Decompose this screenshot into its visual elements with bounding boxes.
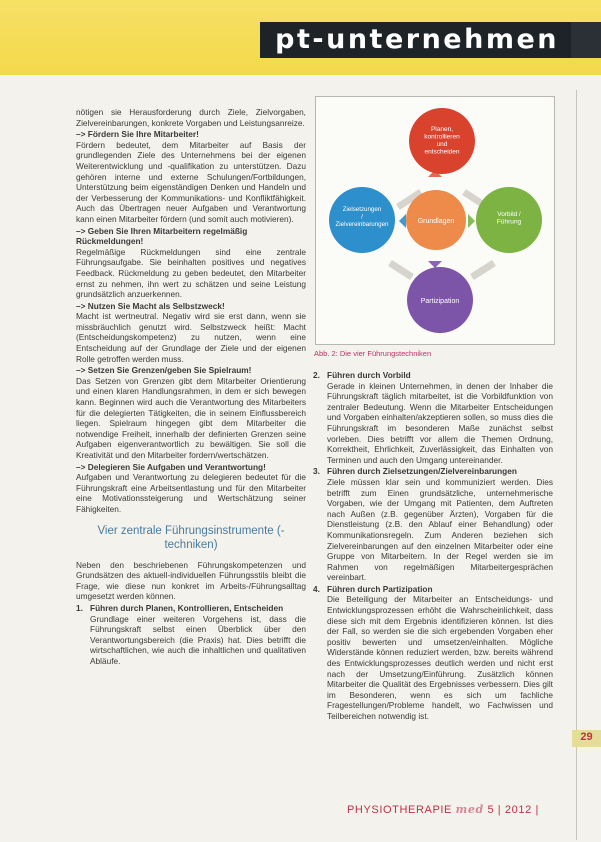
banner-accent — [571, 22, 601, 58]
section-title: Vier zentrale Führungsinstrumente (-techniken) — [97, 524, 285, 551]
item-number: 4. — [313, 583, 320, 594]
principle-heading: –> Fördern Sie Ihre Mitarbeiter! — [76, 129, 199, 140]
principle-body: Aufgaben und Verantwortung zu delegieren bedeutet für die Führungskraft eine Arbeitsentlastung und für den Mitarbeiter eine Motivationssteigerung und Wertschätzung seiner Fähigkeiten. — [76, 472, 306, 514]
node-left-label: Zielsetzungen / Zielvereinbarungen — [335, 206, 389, 228]
principle-item — [76, 301, 306, 365]
principle-item — [76, 226, 306, 300]
node-center-label: Grundlagen — [417, 218, 455, 225]
spoke-left-arrow — [399, 214, 406, 228]
item-number: 3. — [313, 466, 320, 477]
figure-box — [315, 96, 555, 345]
principle-heading: –> Setzen Sie Grenzen/geben Sie Spielraum! — [76, 365, 252, 376]
section-intro: Neben den beschriebenen Führungskompetenzen und Grundsätzen des aktuell-individuellen Führungsstils bleibt die Frage, wie diese nun konkret im Arbeits-/Führungsalltag umgesetzt werden können. — [76, 559, 306, 602]
page-number: 29 — [580, 731, 593, 743]
numbered-item — [313, 584, 553, 722]
principle-item — [76, 129, 306, 224]
principle-heading: –> Nutzen Sie Macht als Selbstzweck! — [76, 300, 225, 311]
spoke-right-arrow — [468, 214, 475, 228]
item-title: Führen durch Planen, Kontrollieren, Entscheiden — [90, 602, 284, 613]
node-top-label: Planen, kontrollieren und entscheiden — [424, 126, 460, 156]
principle-body: Regelmäßige Rückmeldungen sind eine zentrale Führungsaufgabe. Sie beinhalten positives und negatives Feedback. Rückmeldung zu geben bedeutet, den Mitarbeiter ernst zu nehmen, ihn wert zu schätzen und seine Leistung grundsätzlich anzuerkennen. — [76, 246, 306, 300]
arrow-bottom-left — [390, 263, 412, 277]
node-bottom-label: Partizipation — [420, 298, 460, 305]
figure-caption: Abb. 2: Die vier Führungstechniken — [314, 349, 432, 358]
spoke-bottom-arrow — [428, 261, 442, 268]
footer — [347, 803, 539, 816]
item-number: 2. — [313, 370, 320, 380]
principle-body: Macht ist wertneutral. Negativ wird sie erst dann, wenn sie missbräuchlich genutzt wird. Selbstzweck heißt: Macht (Entscheidungskompetenz) zu nutzen, wenn eine Entscheidung auf der Grundlage der Ziele und der eigenen Rolle getroffen werden muss. — [76, 311, 306, 364]
item-title: Führen durch Partizipation — [327, 583, 433, 594]
right-column — [313, 370, 553, 723]
item-title: Führen durch Zielsetzungen/Zielvereinbarungen — [327, 466, 517, 477]
numbered-item — [313, 466, 553, 583]
principle-item — [76, 365, 306, 460]
principle-heading: –> Geben Sie Ihren Mitarbeitern regelmäßig Rückmeldungen! — [76, 225, 248, 247]
left-column — [76, 107, 306, 668]
numbered-item — [313, 370, 553, 465]
item-body: Gerade in kleinen Unternehmen, in denen der Inhaber die Führungskraft täglich mitarbeitet, ist die Vorbildfunktion von zentraler Bedeutung. Wenn die Mitarbeiter Entscheidungen und Vorgaben einhalten/akzeptieren sollen, so muss dies die Führungskraft im besonderen Maße zunächst selbst vorleben. Dies betrifft vor allem die Themen Ordnung, Korrektheit, Ehrlichkeit, Zuverlässigkeit, das Einhalten von Terminen und auch den Umgang untereinander. — [327, 380, 553, 465]
principle-item — [76, 462, 306, 515]
principle-heading: –> Delegieren Sie Aufgaben und Verantwortung! — [76, 461, 266, 472]
header-title: pt-unternehmen — [275, 24, 559, 55]
principle-body: Das Setzen von Grenzen gibt dem Mitarbeiter Orientierung und einen klaren Handlungsrahmen, in dem er sich bewegen kann. Beginnen wird auch die Verantwortung des Mitarbeiters für die delegierten Tätigkeiten, die in seinem Einflussbereich liegen. Spielraum hingegen gibt dem Mitarbeiter die notwendige Freiheit, innerhalb der definierten Grenzen seine Aufgaben eigenverantwortlich zu bewältigen. Sie soll die Kreativität und den Mitarbeiter fordern/wertschätzen. — [76, 375, 306, 460]
intro-paragraph: nötigen sie Herausforderung durch Ziele, Zielvorgaben, Zielvereinbarungen, konkrete Vorgaben und Leistungsanreize. — [76, 107, 306, 128]
numbered-item — [76, 603, 306, 667]
issue-info: 5 | 2012 | — [487, 804, 539, 816]
item-body: Die Beteiligung der Mitarbeiter an Entscheidungs- und Entwicklungsprozessen erhöht die Wahrscheinlichkeit, dass diese sich mit dem Ergebnis identifizieren können. Ist dies der Fall, so werden sie die sich ergebenden Vorgaben eher positiv bewerten und umsetzen/einhalten. Mögliche Widerstände können reduziert werden, bzw. bereits während des Entwicklungsprozesses deutlich werden und nicht erst nach der Umsetzung/Einführung. Zusätzlich können Mitarbeiter die Qualität des Ergebnisses verbessern. Dies gilt im Besonderen, wenn es sich um fachliche Fragestellungen/Probleme handelt, wo Fachwissen und Teilbereichen notwendig ist. — [327, 594, 553, 721]
item-number: 1. — [76, 602, 83, 613]
item-body: Ziele müssen klar sein und kommuniziert werden. Dies betrifft zum Einen grundsätzliche, unternehmerische Vorgaben, wie der Umgang mit Patienten, dem Auftreten nach Außen (z.B. gegenüber Ärzten), Vorgaben für die Dienstleistung (z.B. den Ablauf einer Behandlung) oder Kommunikationsregeln. Zum Anderen beziehen sich Zielvereinbarungen auf den einzelnen Mitarbeiter oder eine Gruppe von Mitarbeitern. In der Regel werden sie im Rahmen von regelmäßigen Mitarbeitergesprächen vereinbart. — [327, 476, 553, 583]
column-rule — [576, 90, 577, 840]
cycle-diagram — [316, 97, 554, 344]
item-title: Führen durch Vorbild — [327, 370, 411, 380]
header-banner — [260, 22, 601, 58]
arrow-bottom-right — [472, 263, 494, 277]
item-body: Grundlage einer weiteren Vorgehens ist, dass die Führungskraft selbst einen Überblick über den Verantwortungsbereich (die Praxis) hat. Dies betrifft die wirtschaftlichen, wie auch die inhaltlichen und qualitativen Abläufe. — [90, 613, 306, 666]
node-right-label: Vorbild / Führung — [496, 211, 522, 226]
principle-body: Fördern bedeutet, dem Mitarbeiter auf Basis der grundlegenden Ziele des Unternehmens bei der eigenen Weiterentwicklung und -qualifikation zu unterstützen. Dazu gehören interne und externe Schulungen/Fortbildungen, Unterstützung beim eigenständigen Denken und Handeln und der Verbesserung der Kommunikations- und Konfliktfähigkeit. Auch das Übertragen neuer Aufgaben und Verantwortung kann einen Mitarbeiter fördern (und somit auch motivieren). — [76, 139, 306, 224]
magazine-name: PHYSIOTHERAPIE — [347, 804, 452, 816]
magazine-med: med — [455, 803, 484, 816]
